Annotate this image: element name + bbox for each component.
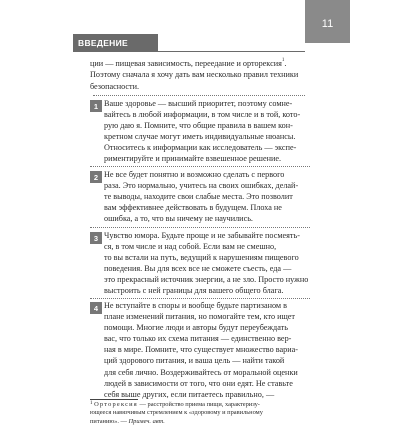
divider: [90, 227, 310, 228]
footnote-rule: [90, 399, 138, 400]
item-line: поведения. Вы для всех все не сможете съесть, еда —: [104, 264, 292, 274]
item-line: то вы встали на путь, ведущий к нарушениям пищевого: [104, 253, 299, 263]
item-line: Чувство юмора. Будьте проще и не забывайте посмеять-: [104, 231, 300, 240]
item-line: риментируйте и принимайте взвешенное решение.: [104, 154, 282, 164]
footnote-line: [90, 418, 310, 426]
author-note: Примеч. авт.: [128, 417, 165, 425]
item-line: ся, в том числе и над собой. Если вам не смешно,: [104, 242, 277, 252]
item-line: выстроить с ней границы для вашего общего блага.: [104, 286, 284, 296]
item-text: [104, 230, 310, 297]
divider: [93, 95, 305, 96]
footnote-mark: 1: [90, 401, 93, 406]
page-number: 11: [305, 0, 350, 43]
intro-paragraph: [90, 58, 305, 92]
item-line: вас, что только их схема питания — единственно вер-: [104, 334, 292, 344]
item-text: [104, 98, 310, 165]
item-line: это прекрасный источник энергии, а не зло. Просто нужно: [104, 275, 309, 285]
footnote-text: — расстройство приема пищи, характеризу-: [137, 401, 260, 408]
item-line: те выводы, находите свои слабые места. Это позволит: [104, 192, 293, 202]
item-number-badge: 3: [90, 232, 102, 244]
footnote-line: [90, 401, 310, 409]
header-rule: [73, 51, 305, 52]
divider: [90, 166, 310, 167]
item-number-badge: 2: [90, 171, 102, 183]
intro-line: ции — пищевая зависимость, переедание и орторексия$^1$.: [90, 58, 287, 68]
item-line: ций здорового питания, и ваша цель — найти такой: [104, 356, 285, 366]
item-line: помощи. Многие люди и авторы будут переубеждать: [104, 323, 288, 333]
footnote-line: ющееся навязчивым стремлением к «здоровому и правильному: [90, 409, 263, 417]
footnote: [90, 401, 310, 426]
item-line: рую даю я. Помните, что общие правила в вашем кон-: [104, 121, 293, 131]
footnote-term: Орторексия: [94, 401, 138, 408]
section-title: ВВЕДЕНИЕ: [73, 34, 158, 51]
item-number-badge: 1: [90, 100, 102, 112]
item-line: для себя лично. Воздерживайтесь от моральной оценки: [104, 367, 298, 377]
footnote-text: питанию». —: [90, 417, 129, 425]
item-line: вайтесь в любой информации, в том числе и в той, кото-: [104, 110, 301, 120]
item-line: Не вступайте в споры и вообще будьте партизаном в: [104, 301, 288, 310]
item-line: кретном случае могут иметь индивидуальные нюансы.: [104, 132, 296, 142]
item-number-badge: 4: [90, 302, 102, 314]
intro-line: безопасности.: [90, 81, 140, 91]
item-line: плане изменений питания, но помогайте тем, кто ищет: [104, 312, 295, 322]
item-line: Ваше здоровье — высший приоритет, поэтому сомне-: [104, 99, 293, 108]
item-line: вам эффективнее действовать в будущем. Плоха не: [104, 203, 282, 213]
item-line: Относитесь к информации как исследователь — экспе-: [104, 143, 297, 153]
item-text: [104, 169, 310, 224]
item-line: себя выше других, если питаетесь правильно, —: [104, 389, 275, 399]
item-text: [104, 300, 310, 400]
item-line: Не все будет понятно и возможно сделать с первого: [104, 170, 285, 179]
intro-line: Поэтому сначала я хочу дать вам несколько правил техники: [90, 70, 299, 80]
item-line: ная в мире. Помните, что существует множество вариа-: [104, 345, 298, 355]
item-line: ошибка, а то, что вы ничему не научились.: [104, 214, 253, 224]
item-line: людей в зависимости от того, что они едят. Не ставьте: [104, 378, 293, 388]
item-line: раза. Это нормально, учитесь на своих ошибках, делай-: [104, 181, 299, 191]
divider: [90, 298, 310, 299]
footnote-reference: 1: [281, 58, 285, 63]
